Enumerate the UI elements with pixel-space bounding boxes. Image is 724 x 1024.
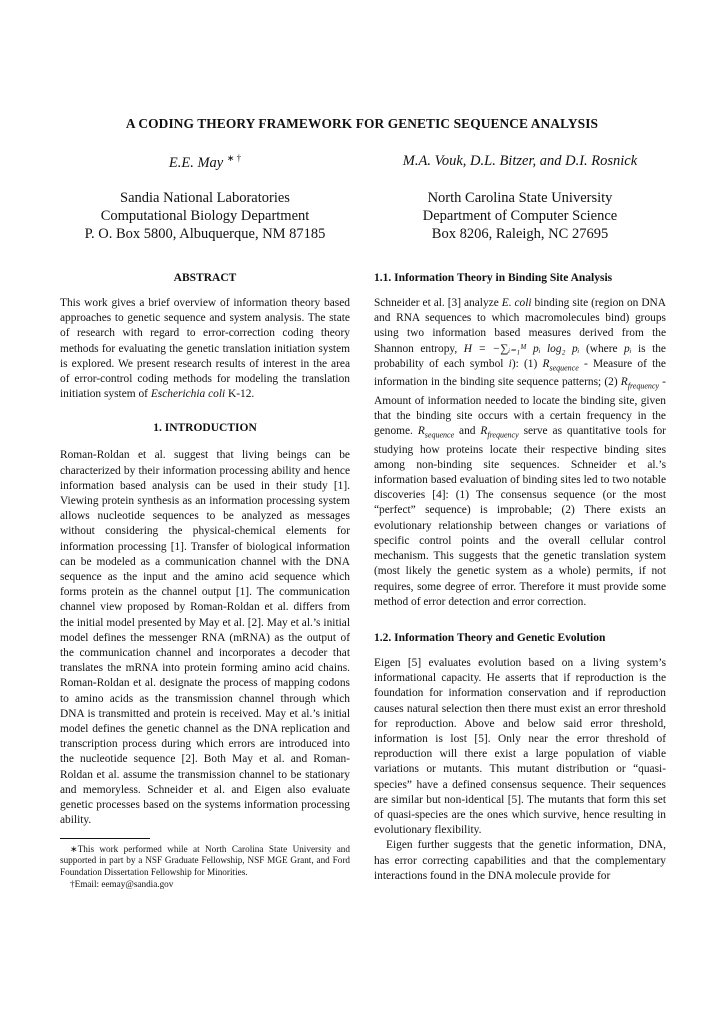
affiliation-2: North Carolina State University Department of Computer Science Box 8206, Raleigh, NC 27695 bbox=[422, 190, 618, 242]
section-1-2-text-2: Eigen further suggests that the genetic information, DNA, has error correcting capabilities and that the complementary interactions found in the DNA molecule provide for bbox=[374, 839, 666, 882]
intro-heading: 1. INTRODUCTION bbox=[153, 422, 257, 435]
affiliation-1: Sandia National Laboratories Computational Biology Department P. O. Box 5800, Albuquerque, NM 87185 bbox=[84, 190, 326, 242]
section-1-1-heading: 1.1. Information Theory in Binding Site Analysis bbox=[374, 272, 613, 284]
abstract-heading: ABSTRACT bbox=[173, 272, 237, 284]
footnote-2: †Email: eemay@sandia.gov bbox=[70, 878, 174, 889]
abstract-text: This work gives a brief overview of information theory based approaches to genetic sequence and system analysis. The state of research with regard to error-correction coding theory methods for evaluating the genetic translation initiation system is explored. We present research results of interest in the area of error-control coding methods for modeling the translation initiation system of Escherichia coli K-12. bbox=[60, 297, 350, 401]
author-name-1: E.E. May ∗ † bbox=[168, 153, 242, 171]
left-column bbox=[60, 272, 350, 891]
author-marks: ∗ † bbox=[226, 153, 242, 163]
section-1-1-text: Schneider et al. [3] analyze E. coli binding site (region on DNA and RNA sequences to which macromolecules bind) groups using two information based measures derived from the Shannon entropy, H = −∑ᵢ₌₁ᴹ pᵢ log₂ pᵢ (where pᵢ is the probability of each symbol i): (1) $R_{sequence}$ - Measure of the information in the binding site sequence patterns; (2) $R_{frequency}$ - Amount of information needed to locate the binding site, given that the binding site occurs with a certain frequency in the genome. $R_{sequence}$ and $R_{frequency}$ serve as quantitative tools for studying how proteins locate their respective binding sites among non-binding site sequences. Schneider et al.’s information based evaluation of binding sites led to two notable discoveries [4]: (1) The consensus sequence (or the most “perfect” sequence) is improbable; (2) There exists an evolutionary relationship between changes or variations of specific control points and the overall cellular control mechanism. This suggests that the genetic translation system (most likely the genetic system as a whole) permits, if not requires, some degree of error. Therefore it must provide some method of error detection and error correction. bbox=[374, 297, 667, 608]
section-1-2-heading: 1.2. Information Theory and Genetic Evolution bbox=[374, 631, 606, 644]
author-name-2: M.A. Vouk, D.L. Bitzer, and D.I. Rosnick bbox=[402, 153, 638, 169]
footnote-rule bbox=[60, 838, 150, 839]
paper-title: A CODING THEORY FRAMEWORK FOR GENETIC SEQUENCE ANALYSIS bbox=[125, 116, 599, 131]
footnote-1: ∗This work performed while at North Carolina State University and supported in part by a NSF Graduate Fellowship, NSF MGE Grant, and Ford Foundation Dissertation Fellowship for Minorities. bbox=[60, 843, 350, 878]
section-1-2-text: Eigen [5] evaluates evolution based on a living system’s informational capacity. He asserts that if reproduction is the foundation for information conservation and if reproduction causes natural selection then there must exist an error threshold for reproduction. Above and below said error threshold, information is lost [5]. Only near the error threshold of reproduction will there exist a large population of viable variations or mutants. This mutant distribution or “quasi-species” have a defined consensus sequence. Their sequences are similar but non-identical [5]. The mutants that form this set of quasi-species are the ones which survive, hence resulting in evolutionary flexibility. bbox=[374, 656, 666, 837]
intro-text: Roman-Roldan et al. suggest that living beings can be characterized by their information processing ability and hence information based analysis can be used in their study [1]. Viewing protein synthesis as an information processing system allows nucleotide sequences to be analyzed as messages without considering the physical-chemical elements for information processing [1]. Transfer of biological information can be modeled as a communication channel with the DNA sequence as the input and the amino acid sequence which forms protein as the channel output [1]. The communication channel view proposed by Roman-Roldan et al. differs from the initial model presented by May et al. [2]. May et al.’s initial model defines the messenger RNA (mRNA) as the output of the communication channel and incorporates a decoder that translates the mRNA into protein forming amino acid chains. Roman-Roldan et al. designate the process of mapping codons to amino acids as the transmission channel through which DNA is transmitted and protein is received. May et al.’s initial model defines the genetic channel as the DNA replication and transcription process during which errors are introduced into the nucleotide sequence [2]. Both May et al. and Roman-Roldan et al. assume the transmission channel to be stationary and memoryless. Schneider et al. and Eigen also evaluate genetic processes based on the systems information processing ability. bbox=[60, 449, 350, 827]
right-column bbox=[374, 272, 666, 884]
